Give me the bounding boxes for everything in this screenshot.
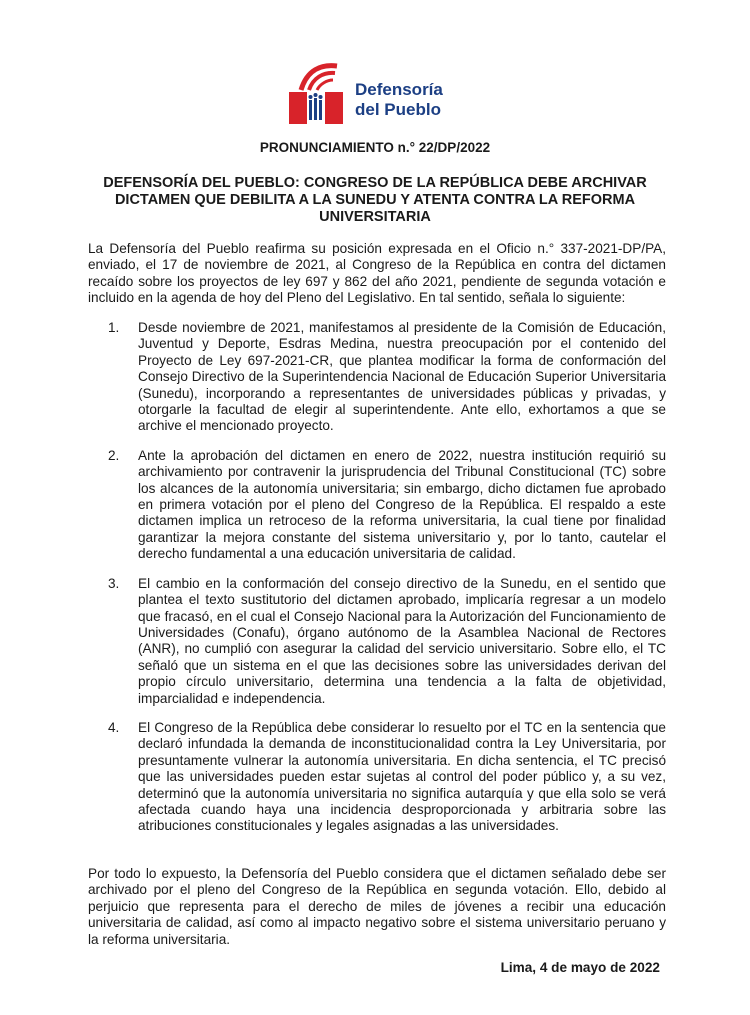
intro-paragraph: La Defensoría del Pueblo reafirma su posición expresada en el Oficio n.° 337-2021-DP/PA, enviado, el 17 de noviembre de 2021, al Congreso de la República en contra del dictamen recaído sobre los proyectos de ley 697 y 862 del año 2021, pendiente de segunda votación e incluido en la agenda de hoy del Pleno del Legislativo. En tal sentido, señala lo siguiente:: [88, 241, 666, 306]
list-item-number: 3.: [108, 575, 120, 591]
list-item: [108, 320, 666, 435]
document-number: PRONUNCIAMIENTO n.° 22/DP/2022: [259, 140, 491, 155]
list-item: [108, 448, 666, 563]
list-item-number: 2.: [108, 447, 120, 463]
list-item-text: Ante la aprobación del dictamen en enero de 2022, nuestra institución requirió su archivamiento por contravenir la jurisprudencia del Tribunal Constitucional (TC) sobre los alcances de la autonomía universitaria; sin embargo, dicho dictamen fue aprobado en primera votación por el pleno del Congreso de la República. El respaldo a este dictamen implica un retroceso de la reforma universitaria, la cual tiene por finalidad garantizar la mejora constante del sistema universitario y, por lo tanto, cautelar el derecho fundamental a una educación universitaria de calidad.: [138, 447, 666, 562]
defensoria-logo: [287, 60, 467, 130]
list-item-text: Desde noviembre de 2021, manifestamos al presidente de la Comisión de Educación, Juventud y Deporte, Esdras Medina, nuestra preocupación por el contenido del Proyecto de Ley 697-2021-CR, que plantea modificar la forma de conformación del Consejo Directivo de la Superintendencia Nacional de Educación Superior Universitaria (Sunedu), incorporando a representantes de universidades públicas y privadas, y otorgarle la facultad de elegir al superintendente. Ante ello, exhortamos a que se archive el mencionado proyecto.: [138, 320, 666, 434]
list-item-text: El cambio en la conformación del consejo directivo de la Sunedu, en el sentido que plantea el texto sustitutorio del dictamen aprobado, implicaría regresar a un modelo que fracasó, en el cual el Consejo Nacional para la Autorización del Funcionamiento de Universidades (Conafu), órgano autónomo de la Asamblea Nacional de Rectores (ANR), no cumplió con asegurar la calidad del servicio universitario. Sobre ello, el TC señaló que un sistema en el que las decisiones sobre las universidades derivan del propio círculo universitario, determina una tendencia a la falta de objetividad, imparcialidad e independencia.: [138, 575, 666, 706]
document-headline: DEFENSORÍA DEL PUEBLO: CONGRESO DE LA REPÚBLICA DEBE ARCHIVAR DICTAMEN QUE DEBILITA A LA SUNEDU Y ATENTA CONTRA LA REFORMA UNIVERSITARIA: [103, 175, 647, 225]
list-item: [108, 720, 666, 835]
logo-wordmark: [355, 80, 443, 120]
list-item-text: El Congreso de la República debe considerar lo resuelto por el TC en la sentencia que declaró infundada la demanda de inconstitucionalidad contra la Ley Universitaria, por presuntamente vulnerar la autonomía universitaria. En dicha sentencia, el TC precisó que las universidades pueden estar sujetas al control del poder público y, a su vez, determinó que la autonomía universitaria no significa autarquía y que ella solo se verá afectada cuando haya una incidencia desproporcionada y arbitraria sobre las atribuciones constitucionales y legales asignadas a las universidades.: [138, 719, 666, 834]
list-item-number: 4.: [108, 719, 120, 735]
institution-emblem-icon: [287, 60, 349, 126]
place-and-date: Lima, 4 de mayo de 2022: [500, 960, 660, 975]
logo-line-2: del Pueblo: [355, 100, 441, 119]
closing-paragraph: Por todo lo expuesto, la Defensoría del Pueblo considera que el dictamen señalado debe ser archivado por el pleno del Congreso de la República en segunda votación. Ello, debido al perjuicio que representa para el derecho de miles de jóvenes a recibir una educación universitaria de calidad, así como al impacto negativo sobre el sistema universitario peruano y la reforma universitaria.: [88, 866, 666, 947]
list-item-number: 1.: [108, 320, 120, 335]
points-list: [108, 320, 666, 848]
list-item: [108, 576, 666, 707]
logo-line-1: Defensoría: [355, 80, 443, 99]
